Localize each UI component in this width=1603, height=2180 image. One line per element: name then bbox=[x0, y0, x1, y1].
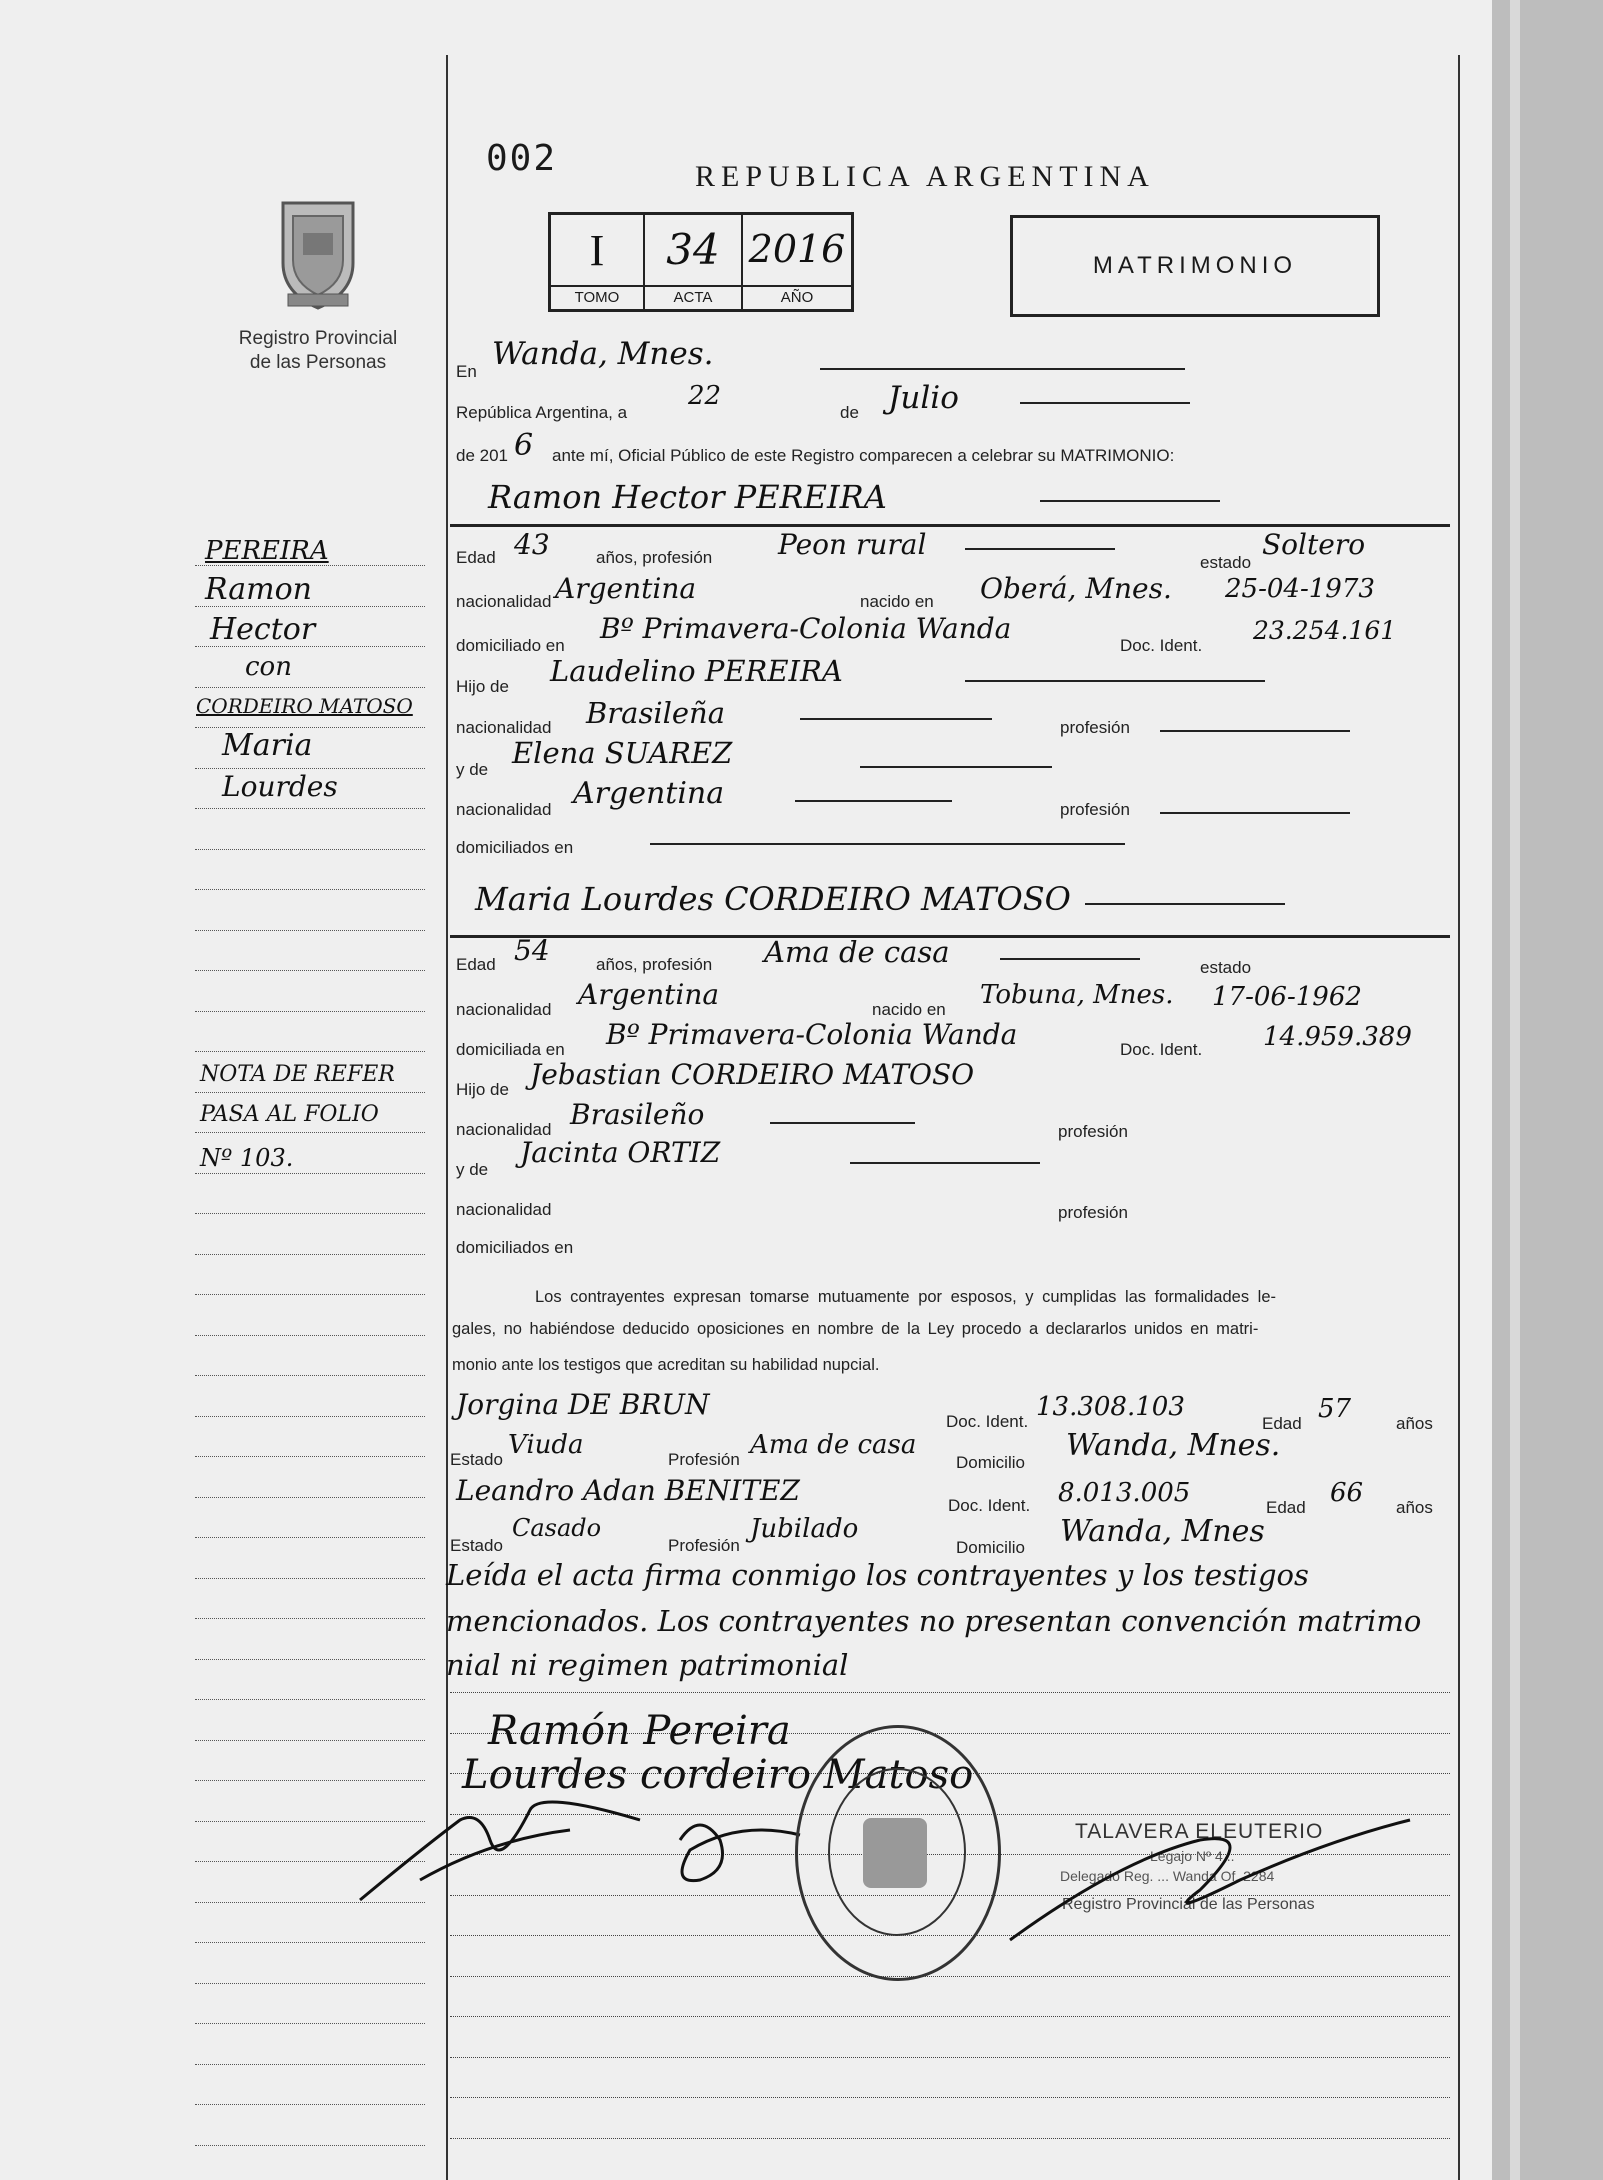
margin-surname: PEREIRA bbox=[205, 536, 329, 566]
witness2-edad-label: Edad bbox=[1266, 1498, 1306, 1517]
bride-profession-line bbox=[1000, 958, 1140, 960]
witness1-doc-label: Doc. Ident. bbox=[946, 1412, 1029, 1431]
groom-father-prof-line bbox=[1160, 730, 1350, 732]
groom-age: 43 bbox=[514, 528, 550, 561]
signature-bride: Lourdes cordeiro Matoso bbox=[462, 1752, 974, 1798]
witness2-domicilio-label: Domicilio bbox=[956, 1538, 1025, 1557]
groom-mother-nat-label: nacionalidad bbox=[456, 800, 552, 819]
groom-father-line bbox=[965, 680, 1265, 682]
bride-birth-date: 17-06-1962 bbox=[1212, 982, 1362, 1012]
groom-name-line bbox=[1040, 500, 1220, 502]
body-rule-line bbox=[450, 2016, 1450, 2017]
groom-full-name: Ramon Hector PEREIRA bbox=[488, 478, 887, 516]
groom-birth-date: 25-04-1973 bbox=[1225, 574, 1375, 604]
margin-rule-line bbox=[195, 1132, 425, 1134]
anio-label: AÑO bbox=[780, 289, 814, 306]
margin-rule-line bbox=[195, 1699, 425, 1701]
bride-mother-label: y de bbox=[456, 1160, 489, 1179]
margin-rule-line bbox=[195, 1173, 425, 1175]
tomo-acta-box bbox=[548, 212, 854, 312]
official-line4: Registro Provincial de las Personas bbox=[1062, 1896, 1315, 1913]
bride-nacionalidad-label: nacionalidad bbox=[456, 1000, 552, 1019]
bride-edad-label: Edad bbox=[456, 955, 496, 974]
margin-rule-line bbox=[195, 1213, 425, 1215]
bride-profession: Ama de casa bbox=[764, 935, 950, 969]
right-margin-rule bbox=[1458, 55, 1460, 2180]
registry-name-line1: Registro Provincial bbox=[238, 328, 398, 349]
anio-value: 2016 bbox=[748, 227, 846, 271]
groom-parents-dom-line bbox=[650, 843, 1125, 845]
official-seal-stamp bbox=[795, 1725, 1001, 1981]
groom-mother-nat: Argentina bbox=[573, 776, 725, 811]
margin-rule-line bbox=[195, 849, 425, 851]
groom-mother-profesion-label: profesión bbox=[1060, 800, 1130, 819]
witness2-name: Leandro Adan BENITEZ bbox=[456, 1474, 800, 1507]
bride-birthplace: Tobuna, Mnes. bbox=[980, 980, 1174, 1010]
margin-rule-line bbox=[195, 1335, 425, 1337]
bride-doc-label: Doc. Ident. bbox=[1120, 1040, 1203, 1059]
margin-rule-line bbox=[195, 1618, 425, 1620]
bride-doc: 14.959.389 bbox=[1263, 1022, 1412, 1052]
intro-month-line bbox=[1020, 402, 1190, 404]
groom-father-nat: Brasileña bbox=[586, 696, 726, 730]
margin-rule-line bbox=[195, 1294, 425, 1296]
acta-value: 34 bbox=[666, 225, 720, 274]
witness2-profession: Jubilado bbox=[750, 1514, 859, 1544]
margin-rule-line bbox=[195, 1456, 425, 1458]
book-edge bbox=[1492, 0, 1603, 2180]
record-type-box bbox=[1010, 215, 1380, 317]
registry-name-line2: de las Personas bbox=[249, 352, 387, 373]
bride-parents-dom-label: domiciliados en bbox=[456, 1238, 574, 1257]
witness2-profesion-label: Profesión bbox=[668, 1536, 740, 1555]
margin-rule-line bbox=[195, 1092, 425, 1094]
margin-name1: Ramon bbox=[205, 572, 312, 607]
margin-rule-line bbox=[195, 768, 425, 770]
margin-rule-line bbox=[195, 1537, 425, 1539]
body-rule-line bbox=[450, 2057, 1450, 2058]
intro-month: Julio bbox=[888, 380, 959, 416]
groom-father: Laudelino PEREIRA bbox=[550, 654, 843, 688]
witness2-address: Wanda, Mnes bbox=[1060, 1514, 1265, 1549]
margin-rule-line bbox=[195, 606, 425, 608]
bride-age: 54 bbox=[514, 934, 550, 967]
margin-name2: Hector bbox=[210, 612, 316, 647]
tomo-value: I bbox=[589, 226, 605, 275]
intro-place-line bbox=[820, 368, 1185, 370]
witness1-status: Viuda bbox=[508, 1430, 584, 1460]
margin-note3: Nº 103. bbox=[200, 1144, 294, 1172]
margin-rule-line bbox=[195, 2064, 425, 2066]
groom-domicilio-label: domiciliado en bbox=[456, 636, 565, 655]
closing-line3: nial ni regimen patrimonial bbox=[446, 1648, 849, 1682]
bride-mother-line bbox=[850, 1162, 1040, 1164]
closing-line1: Leída el acta firma conmigo los contrayentes y los testigos bbox=[446, 1558, 1309, 1592]
intro-place: Wanda, Mnes. bbox=[492, 336, 714, 372]
margin-bride-name2: Lourdes bbox=[222, 770, 338, 803]
country-title: REPUBLICA ARGENTINA bbox=[695, 160, 1155, 193]
bride-full-name: Maria Lourdes CORDEIRO MATOSO bbox=[475, 880, 1071, 918]
groom-profession-line bbox=[965, 548, 1115, 550]
witness2-estado-label: Estado bbox=[450, 1536, 503, 1555]
groom-birthplace: Oberá, Mnes. bbox=[980, 572, 1172, 605]
bride-anos-label: años, profesión bbox=[596, 955, 713, 974]
intro-year-suffix: 6 bbox=[514, 428, 534, 463]
intro-de-label: de bbox=[840, 403, 859, 422]
intro-year-prefix: de 201 bbox=[456, 446, 508, 465]
page-number: 002 bbox=[486, 138, 558, 179]
witness1-domicilio-label: Domicilio bbox=[956, 1453, 1025, 1472]
intro-statement: ante mí, Oficial Público de este Registro comparecen a celebrar su MATRIMONIO: bbox=[552, 446, 1175, 465]
bride-mother: Jacinta ORTIZ bbox=[520, 1136, 721, 1169]
official-signature bbox=[1000, 1800, 1420, 1950]
witness1-doc: 13.308.103 bbox=[1036, 1392, 1185, 1422]
margin-rule-line bbox=[195, 2104, 425, 2106]
groom-profession: Peon rural bbox=[778, 528, 927, 561]
bride-domicilio-label: domiciliada en bbox=[456, 1040, 565, 1059]
margin-rule-line bbox=[195, 1740, 425, 1742]
witness1-estado-label: Estado bbox=[450, 1450, 503, 1469]
margin-rule-line bbox=[195, 1497, 425, 1499]
declaration-line2: gales, no habiéndose deducido oposiciones en nombre de la Ley procedo a declararlos unidos en matri- bbox=[452, 1320, 1259, 1338]
groom-mother-prof-line bbox=[1160, 812, 1350, 814]
bride-estado-label: estado bbox=[1200, 958, 1252, 977]
official-line3: Delegado Reg. ... Wanda Of. 2284 bbox=[1060, 1868, 1275, 1884]
groom-father-nat-label: nacionalidad bbox=[456, 718, 552, 737]
witness1-profesion-label: Profesión bbox=[668, 1450, 740, 1469]
body-rule-line bbox=[450, 1692, 1450, 1693]
margin-rule-line bbox=[195, 565, 425, 567]
intro-republica-label: República Argentina, a bbox=[456, 403, 628, 422]
groom-mother-line bbox=[860, 766, 1052, 768]
closing-line2: mencionados. Los contrayentes no presentan convención matrimo bbox=[446, 1604, 1422, 1638]
groom-address: Bº Primavera-Colonia Wanda bbox=[600, 612, 1012, 645]
bride-father-profesion-label: profesión bbox=[1058, 1122, 1128, 1141]
bride-name-line bbox=[1085, 903, 1285, 905]
declaration-line3: monio ante los testigos que acreditan su habilidad nupcial. bbox=[452, 1356, 880, 1374]
witness2-doc-label: Doc. Ident. bbox=[948, 1496, 1031, 1515]
margin-bride-name1: Maria bbox=[222, 728, 313, 763]
margin-rule-line bbox=[195, 1416, 425, 1418]
bride-nationality: Argentina bbox=[578, 978, 720, 1011]
margin-note2: PASA AL FOLIO bbox=[200, 1102, 379, 1127]
margin-rule-line bbox=[195, 2023, 425, 2025]
groom-doc: 23.254.161 bbox=[1253, 616, 1397, 645]
body-rule-line bbox=[450, 2097, 1450, 2098]
witness1-edad-label: Edad bbox=[1262, 1414, 1302, 1433]
groom-father-nat-line bbox=[800, 718, 992, 720]
witness1-anos-label: años bbox=[1396, 1414, 1433, 1433]
margin-rule-line bbox=[195, 930, 425, 932]
bride-father-nat: Brasileño bbox=[570, 1098, 705, 1131]
margin-bride-surname: CORDEIRO MATOSO bbox=[196, 694, 413, 718]
margin-rule-line bbox=[195, 687, 425, 689]
witness2-age: 66 bbox=[1330, 1478, 1364, 1508]
groom-mother-nat-line bbox=[795, 800, 952, 802]
margin-con: con bbox=[245, 652, 292, 682]
margin-rule-line bbox=[195, 727, 425, 729]
signature-groom: Ramón Pereira bbox=[488, 1708, 791, 1754]
groom-nationality: Argentina bbox=[555, 572, 697, 605]
groom-anos-label: años, profesión bbox=[596, 548, 713, 567]
bride-nacido-label: nacido en bbox=[872, 1000, 946, 1019]
witness1-address: Wanda, Mnes. bbox=[1066, 1428, 1281, 1463]
groom-mother: Elena SUAREZ bbox=[512, 736, 733, 770]
margin-rule-line bbox=[195, 646, 425, 648]
margin-rule-line bbox=[195, 1942, 425, 1944]
bride-father-nat-line bbox=[770, 1122, 915, 1124]
declaration-line1: Los contrayentes expresan tomarse mutuamente por esposos, y cumplidas las formalidades le- bbox=[535, 1288, 1277, 1306]
margin-rule-line bbox=[195, 1659, 425, 1661]
bride-mother-nat-label: nacionalidad bbox=[456, 1200, 552, 1219]
groom-nacionalidad-label: nacionalidad bbox=[456, 592, 552, 611]
registry-logo-icon bbox=[268, 198, 368, 313]
margin-rule-line bbox=[195, 1375, 425, 1377]
intro-day: 22 bbox=[688, 381, 722, 411]
witness2-doc: 8.013.005 bbox=[1058, 1478, 1191, 1508]
tomo-label: TOMO bbox=[574, 289, 620, 306]
body-rule-line bbox=[450, 2138, 1450, 2139]
official-line2: Legajo Nº 4... bbox=[1150, 1848, 1235, 1864]
margin-rule-line bbox=[195, 1011, 425, 1013]
witness1-age: 57 bbox=[1318, 1394, 1352, 1424]
groom-father-label: Hijo de bbox=[456, 677, 509, 696]
witness2-status: Casado bbox=[512, 1514, 602, 1542]
groom-estado-label: estado bbox=[1200, 553, 1252, 572]
groom-doc-label: Doc. Ident. bbox=[1120, 636, 1203, 655]
groom-nacido-label: nacido en bbox=[860, 592, 934, 611]
witness1-profession: Ama de casa bbox=[750, 1430, 917, 1460]
margin-rule-line bbox=[195, 1254, 425, 1256]
margin-rule-line bbox=[195, 2145, 425, 2147]
margin-rule-line bbox=[195, 970, 425, 972]
record-type-label: MATRIMONIO bbox=[1092, 252, 1298, 279]
bride-father-nat-label: nacionalidad bbox=[456, 1120, 552, 1139]
margin-rule-line bbox=[195, 889, 425, 891]
groom-father-profesion-label: profesión bbox=[1060, 718, 1130, 737]
bride-father-label: Hijo de bbox=[456, 1080, 509, 1099]
acta-label: ACTA bbox=[673, 289, 713, 306]
groom-civil-status: Soltero bbox=[1262, 528, 1366, 561]
body-rule-line bbox=[450, 1976, 1450, 1977]
official-name: TALAVERA ELEUTERIO bbox=[1075, 1820, 1324, 1843]
bride-father: Jebastian CORDEIRO MATOSO bbox=[530, 1058, 975, 1091]
margin-note1: NOTA DE REFER bbox=[200, 1062, 395, 1087]
margin-rule-line bbox=[195, 1051, 425, 1053]
witness1-name: Jorgina DE BRUN bbox=[456, 1388, 710, 1421]
witness2-anos-label: años bbox=[1396, 1498, 1433, 1517]
groom-section-rule bbox=[450, 524, 1450, 527]
margin-rule-line bbox=[195, 808, 425, 810]
margin-rule-line bbox=[195, 1578, 425, 1580]
groom-parents-dom-label: domiciliados en bbox=[456, 838, 574, 857]
margin-rule-line bbox=[195, 1983, 425, 1985]
bride-section-rule bbox=[450, 935, 1450, 938]
groom-edad-label: Edad bbox=[456, 548, 496, 567]
bride-mother-profesion-label: profesión bbox=[1058, 1203, 1128, 1222]
groom-mother-label: y de bbox=[456, 760, 489, 779]
intro-en-label: En bbox=[456, 362, 477, 381]
bride-address: Bº Primavera-Colonia Wanda bbox=[606, 1018, 1018, 1051]
